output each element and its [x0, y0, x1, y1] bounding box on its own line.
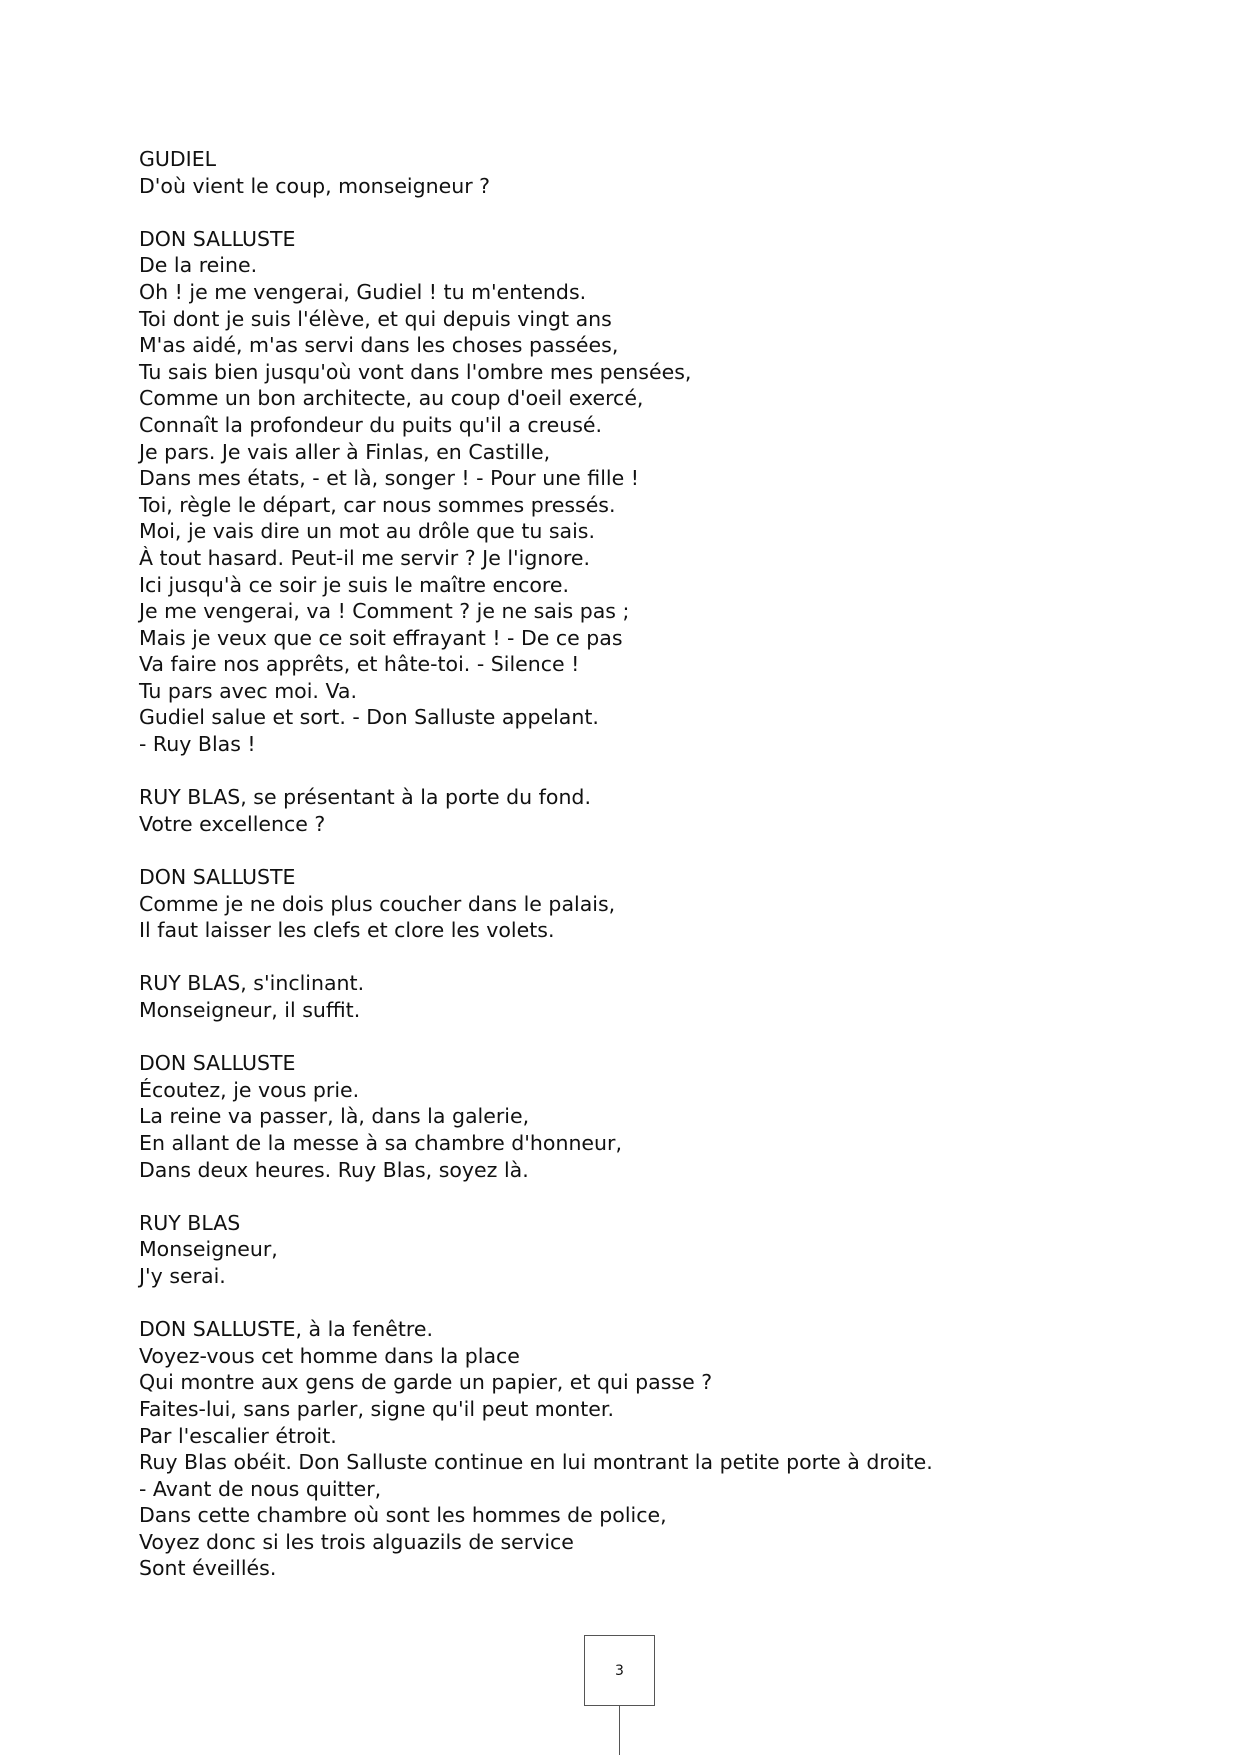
text-line: Ici jusqu'à ce soir je suis le maître encore.: [139, 572, 569, 597]
text-line: M'as aidé, m'as servi dans les choses passées,: [139, 333, 619, 358]
blank-line: [139, 199, 1179, 226]
speaker-line: RUY BLAS: [139, 1210, 241, 1235]
text-line: Oh ! je me vengerai, Gudiel ! tu m'entends.: [139, 279, 587, 304]
text-line: Toi dont je suis l'élève, et qui depuis vingt ans: [139, 306, 612, 331]
text-line: J'y serai.: [139, 1263, 226, 1288]
speech-block: [139, 1210, 1179, 1290]
play-text: [139, 146, 1179, 1582]
page-number-box: [584, 1635, 655, 1706]
text-line: Je pars. Je vais aller à Finlas, en Castille,: [139, 439, 551, 464]
text-line: De la reine.: [139, 253, 258, 278]
speech-block: [139, 784, 1179, 837]
text-line: La reine va passer, là, dans la galerie,: [139, 1104, 530, 1129]
text-line: Ruy Blas obéit. Don Salluste continue en lui montrant la petite porte à droite.: [139, 1450, 933, 1475]
text-line: Il faut laisser les clefs et clore les volets.: [139, 918, 555, 943]
text-line: D'où vient le coup, monseigneur ?: [139, 173, 491, 198]
text-line: Monseigneur, il suffit.: [139, 998, 361, 1022]
blank-line: [139, 944, 1179, 971]
text-line: Monseigneur,: [139, 1237, 278, 1262]
blank-line: [139, 1290, 1179, 1317]
text-line: - Ruy Blas !: [139, 732, 256, 757]
blank-line: [139, 1183, 1179, 1210]
text-line: Mais je veux que ce soit effrayant ! - De ce pas: [139, 625, 623, 650]
page-number: 3: [615, 1662, 624, 1679]
speech-block: [139, 864, 1179, 944]
text-line: Sont éveillés.: [139, 1556, 277, 1581]
text-line: Je me vengerai, va ! Comment ? je ne sais pas ;: [139, 599, 630, 624]
text-line: Dans cette chambre où sont les hommes de police,: [139, 1503, 667, 1528]
text-line: Dans deux heures. Ruy Blas, soyez là.: [139, 1157, 529, 1182]
blank-line: [139, 837, 1179, 864]
speech-block: [139, 226, 1179, 758]
speaker-line: DON SALLUSTE: [139, 226, 296, 251]
text-line: Toi, règle le départ, car nous sommes pressés.: [139, 492, 616, 517]
text-line: Moi, je vais dire un mot au drôle que tu sais.: [139, 519, 595, 544]
speech-block: [139, 146, 1179, 199]
text-line: Connaît la profondeur du puits qu'il a creusé.: [139, 412, 603, 437]
speech-block: [139, 1316, 1179, 1582]
text-line: Par l'escalier étroit.: [139, 1423, 337, 1448]
speaker-line: GUDIEL: [139, 147, 217, 171]
text-line: Voyez-vous cet homme dans la place: [139, 1343, 520, 1368]
text-line: Qui montre aux gens de garde un papier, et qui passe ?: [139, 1370, 713, 1395]
text-line: Faites-lui, sans parler, signe qu'il peut monter.: [139, 1396, 614, 1421]
text-line: En allant de la messe à sa chambre d'honneur,: [139, 1130, 622, 1155]
text-line: Gudiel salue et sort. - Don Salluste appelant.: [139, 705, 599, 730]
speaker-line: DON SALLUSTE: [139, 1051, 296, 1076]
speaker-line: RUY BLAS, s'inclinant.: [139, 971, 365, 996]
text-line: Écoutez, je vous prie.: [139, 1077, 360, 1102]
speaker-line: RUY BLAS, se présentant à la porte du fond.: [139, 785, 591, 810]
text-line: Tu pars avec moi. Va.: [139, 678, 357, 703]
speaker-line: DON SALLUSTE, à la fenêtre.: [139, 1317, 433, 1342]
blank-line: [139, 1024, 1179, 1051]
text-line: Tu sais bien jusqu'où vont dans l'ombre mes pensées,: [139, 359, 692, 384]
text-line: Va faire nos apprêts, et hâte-toi. - Silence !: [139, 652, 580, 677]
text-line: Comme je ne dois plus coucher dans le palais,: [139, 891, 616, 916]
speech-block: [139, 1050, 1179, 1183]
speaker-line: DON SALLUSTE: [139, 865, 296, 890]
page-number-stem: [619, 1706, 620, 1755]
text-line: À tout hasard. Peut-il me servir ? Je l'ignore.: [139, 545, 590, 570]
text-line: Voyez donc si les trois alguazils de service: [139, 1529, 574, 1554]
blank-line: [139, 758, 1179, 785]
speech-block: [139, 970, 1179, 1023]
text-line: Votre excellence ?: [139, 811, 326, 836]
text-line: Dans mes états, - et là, songer ! - Pour une fille !: [139, 466, 639, 491]
text-line: Comme un bon architecte, au coup d'oeil exercé,: [139, 386, 644, 411]
text-line: - Avant de nous quitter,: [139, 1476, 382, 1501]
